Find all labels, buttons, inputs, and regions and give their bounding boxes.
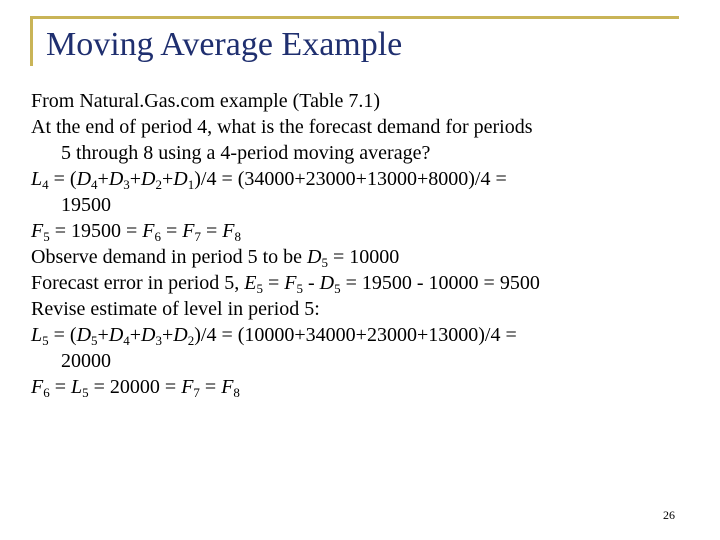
error-text: Forecast error in period 5, (31, 272, 240, 294)
f5-value: = 19500 = (54, 220, 138, 242)
slide-body (31, 88, 711, 400)
observe-text: Observe demand in period 5 to be (31, 246, 303, 268)
f6-formula: $F_6 = L_5 = 20000 = F_7 = F_8$ (31, 376, 240, 400)
page-number: 26 (663, 508, 675, 522)
l4-formula: $L_4 = (D_4+D_3+D_2+D_1)/4 = (34000+23000+13000+8000)/4$ = 19500 (31, 166, 711, 218)
slide-title: Moving Average Example (46, 26, 403, 63)
f5-formula: $F_5 = 19500 = F_6 = F_7 = F_8$ (31, 220, 241, 244)
revise-line: Revise estimate of level in period 5: (31, 298, 320, 320)
l4-calc: = (34000+23000+13000+8000)/4 = (221, 168, 507, 190)
error-line: Forecast error in period 5, $E_5 = F_5 - D_5 = 19500 - 10000 = 9500$ (31, 272, 540, 296)
intro-line: From Natural.Gas.com example (Table 7.1) (31, 90, 381, 112)
question-text-2: 5 through 8 using a 4-period moving average? (61, 142, 431, 164)
l5-result: 20000 (61, 350, 111, 372)
f6-value: = 20000 = (93, 376, 177, 398)
l5-calc: = (10000+34000+23000+13000)/4 = (221, 324, 517, 346)
observe-line: Observe demand in period 5 to be $D_5 = 10000$ (31, 246, 400, 270)
question-text-1: At the end of period 4, what is the forecast demand for periods (31, 116, 533, 138)
accent-line-top (30, 16, 679, 19)
error-value: = 19500 - 10000 = 9500 (345, 272, 540, 294)
accent-line-left (30, 16, 33, 66)
observe-value: = 10000 (333, 246, 400, 268)
question-line (31, 114, 711, 166)
l4-result: 19500 (61, 194, 111, 216)
l5-formula: $L_5 = (D_5+D_4+D_3+D_2)/4 = (10000+34000+23000+13000)/4$ = 20000 (31, 322, 711, 374)
